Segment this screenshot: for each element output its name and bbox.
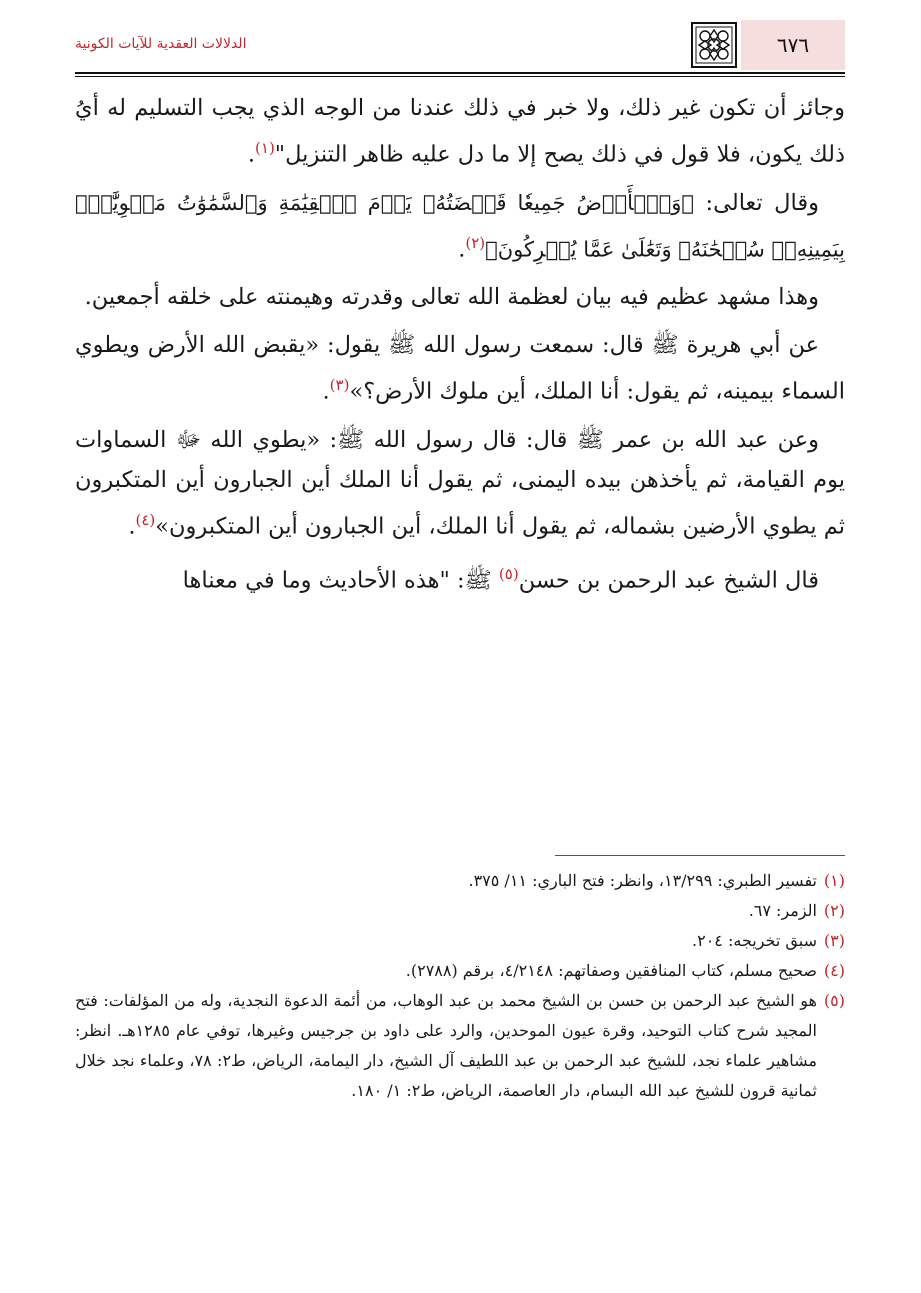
footnote-text: سبق تخريجه: ٢٠٤. — [692, 931, 817, 950]
paragraph-5-end: . — [128, 513, 136, 539]
footnote-text: تفسير الطبري: ١٣/٢٩٩، وانظر: فتح الباري: ١١/ ٣٧٥. — [468, 871, 817, 890]
page-header — [75, 20, 845, 70]
footnote — [75, 926, 845, 956]
footnote-number: (٥) — [823, 991, 845, 1010]
footnote — [75, 896, 845, 926]
footnote-number: (٣) — [823, 931, 845, 950]
footnote-number: (٤) — [823, 961, 845, 980]
footnote-text: صحيح مسلم، كتاب المنافقين وصفاتهم: ٤/٢١٤٨، برقم (٢٧٨٨). — [405, 961, 817, 980]
footnote-number: (١) — [823, 871, 845, 890]
footnote — [75, 956, 845, 986]
footnote-ref-3: (٣) — [329, 376, 350, 394]
paragraph-4-end: . — [322, 378, 330, 405]
paragraph-1-text: وجائز أن تكون غير ذلك، ولا خبر في ذلك عندنا من الوجه الذي يجب التسليم له أيُ ذلك يكون، فلا قول في ذلك يصح إلا ما دل عليه ظاهر التنزيل" — [75, 95, 845, 168]
footnote-divider — [555, 855, 845, 856]
paragraph-1-end: . — [247, 141, 256, 168]
ornament-icon — [689, 20, 739, 70]
paragraph-2-end: . — [458, 236, 466, 262]
paragraph-3-text: وهذا مشهد عظيم فيه بيان لعظمة الله تعالى وقدرته وهيمنته على خلقه أجمعين. — [84, 284, 819, 310]
footnote-number: (٢) — [823, 901, 845, 920]
paragraph-6-rest: ﷺ: "هذه الأحاديث وما في معناها — [182, 567, 499, 594]
paragraph-6 — [75, 554, 845, 601]
footnote — [75, 986, 845, 1106]
footnote-ref-4: (٤) — [135, 510, 156, 529]
paragraph-2-intro: وقال تعالى: — [694, 189, 819, 216]
footnote-ref-1: (١) — [255, 139, 275, 157]
paragraph-2 — [75, 183, 845, 270]
footnote-ref-5: (٥) — [498, 565, 519, 583]
paragraph-4-text: عن أبي هريرة ﷺ قال: سمعت رسول الله ﷺ يقول: «يقبض الله الأرض ويطوي السماء بيمينه، ثم يقول: أنا الملك، أين ملوك الأرض؟» — [75, 332, 845, 405]
header-rule-thin — [75, 76, 845, 77]
footnote — [75, 866, 845, 896]
main-text — [75, 88, 845, 609]
paragraph-4 — [75, 325, 845, 412]
paragraph-1 — [75, 88, 845, 175]
footnotes — [75, 866, 845, 1106]
footnote-ref-2: (٢) — [465, 233, 486, 252]
header-rule-thick — [75, 72, 845, 74]
paragraph-5 — [75, 420, 845, 547]
running-title: الدلالات العقدية للآيات الكونية — [75, 36, 247, 52]
page-number: ٦٧٦ — [776, 33, 810, 57]
footnote-text: هو الشيخ عبد الرحمن بن حسن بن الشيخ محمد بن عبد الوهاب، من أئمة الدعوة النجدية، وله من المؤلفات: فتح المجيد شرح كتاب التوحيد، وقرة عيون الموحدين، والرد على داود بن جرجيس وغيرها، توفي عام ١٢٨٥هـ. انظر: مشاهير علماء نجد، للشيخ عبد الرحمن بن عبد اللطيف آل الشيخ، دار اليمامة، الرياض، ط٢: ٧٨، وعلماء نجد خلال ثمانية قرون للشيخ عبد الله البسام، دار العاصمة، الرياض، ط٢: ١/ ١٨٠. — [75, 991, 817, 1100]
footnote-text: الزمر: ٦٧. — [748, 901, 817, 920]
page-number-box — [741, 20, 845, 70]
paragraph-6-start: قال الشيخ عبد الرحمن بن حسن — [518, 567, 819, 594]
paragraph-5-text: وعن عبد الله بن عمر ﷺ قال: قال رسول الله ﷺ: «يطوي الله ﷻ السماوات يوم القيامة، ثم يأخذهن بيده اليمنى، ثم يقول أنا الملك أين الجبارون أين المتكبرون ثم يطوي الأرضين بشماله، ثم يقول أنا الملك، أين الجبارون أين المتكبرون» — [75, 426, 845, 539]
quran-verse: ﴿وَٱلۡأَرۡضُ جَمِيعٗا قَبۡضَتُهُۥ يَوۡمَ ٱلۡقِيَٰمَةِ وَٱلسَّمَٰوَٰتُ مَطۡوِيَّٰتُۢ بِيَمِينِهِۦۚ سُبۡحَٰنَهُۥ وَتَعَٰلَىٰ عَمَّا يُشۡرِكُونَ﴾ — [75, 190, 845, 261]
paragraph-3 — [75, 277, 845, 317]
